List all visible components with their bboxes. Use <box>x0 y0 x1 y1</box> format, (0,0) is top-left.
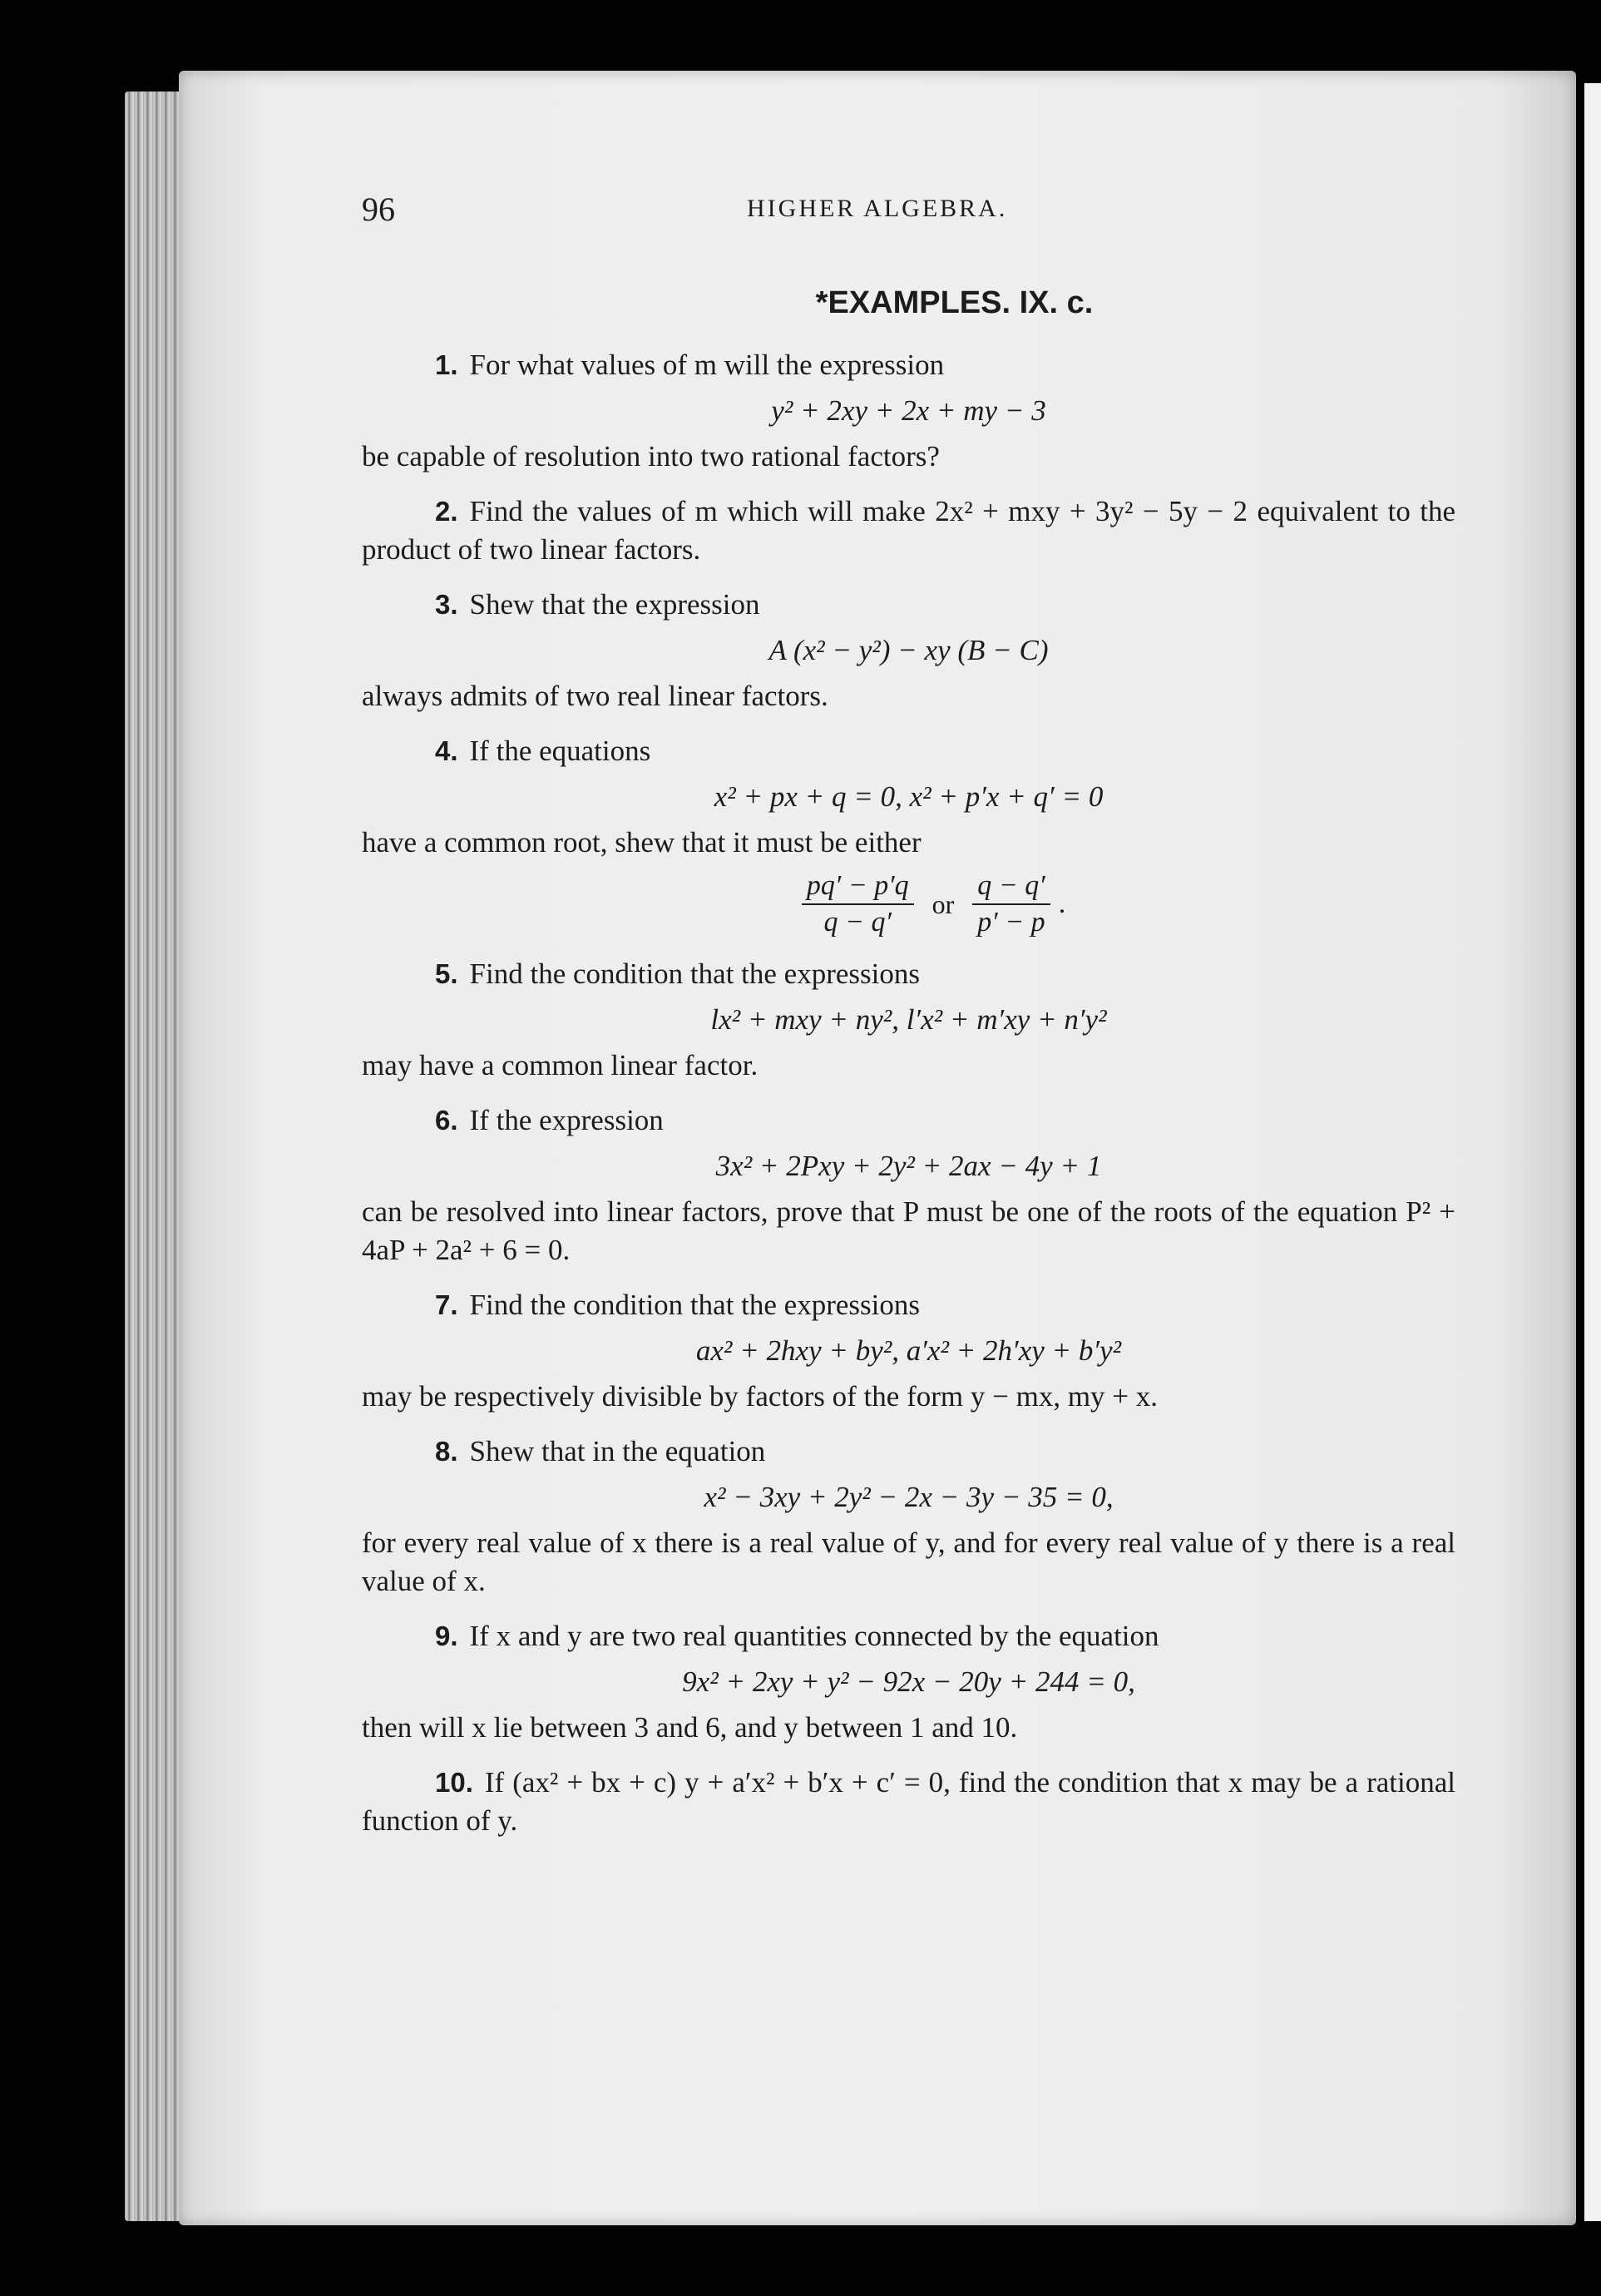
problem-number: 9. <box>435 1621 458 1651</box>
problem-3 <box>362 586 1455 715</box>
problem-8 <box>362 1433 1455 1601</box>
equation: ax² + 2hxy + by², a′x² + 2h′xy + b′y² <box>695 1334 1122 1367</box>
problem-2 <box>362 492 1455 569</box>
problem-number: 1. <box>435 349 458 380</box>
problem-7 <box>362 1286 1455 1416</box>
running-title: HIGHER ALGEBRA. <box>747 195 1008 222</box>
equation: x² − 3xy + 2y² − 2x − 3y − 35 = 0, <box>704 1481 1114 1513</box>
problem-continuation: always admits of two real linear factors. <box>362 680 828 712</box>
problem-continuation: be capable of resolution into two rational factors? <box>362 440 940 473</box>
problem-number: 2. <box>435 496 458 527</box>
or-word: or <box>931 888 955 919</box>
equation: lx² + mxy + ny², l′x² + m′xy + n′y² <box>710 1003 1107 1036</box>
problem-number: 3. <box>435 589 458 620</box>
page-content <box>362 190 1455 1857</box>
problem-text: Find the values of m which will make 2x² + mxy + 3y² − 5y − 2 equivalent to the product of two linear factors. <box>362 495 1455 566</box>
fraction-numerator: pq′ − p′q <box>802 870 914 905</box>
fraction-numerator: q − q′ <box>972 870 1050 905</box>
equation: x² + px + q = 0, x² + p′x + q′ = 0 <box>714 780 1104 813</box>
problem-text: Shew that the expression <box>469 588 760 621</box>
equation: 9x² + 2xy + y² − 92x − 20y + 244 = 0, <box>682 1665 1135 1698</box>
fraction-2 <box>972 870 1050 938</box>
problem-continuation: for every real value of x there is a real value of y, and for every real value of y there is a real value of x. <box>362 1527 1455 1597</box>
equation: A (x² − y²) − xy (B − C) <box>768 634 1049 666</box>
problem-text: If the equations <box>469 735 651 767</box>
problem-10 <box>362 1764 1455 1840</box>
problem-6 <box>362 1101 1455 1269</box>
problem-4 <box>362 732 1455 938</box>
problem-number: 7. <box>435 1289 458 1320</box>
equation: 3x² + 2Pxy + 2y² + 2ax − 4y + 1 <box>715 1150 1102 1182</box>
section-title: *EXAMPLES. IX. c. <box>815 285 1094 320</box>
fraction-1 <box>802 870 914 938</box>
next-page-edge <box>1584 83 1601 2221</box>
problem-continuation: may have a common linear factor. <box>362 1049 758 1081</box>
problem-continuation: can be resolved into linear factors, prove that P must be one of the roots of the equation P² + 4aP + 2a² + 6 = 0. <box>362 1195 1455 1266</box>
problem-number: 6. <box>435 1105 458 1136</box>
period: . <box>1058 888 1066 919</box>
page-number: 96 <box>362 191 395 228</box>
problem-continuation: then will x lie between 3 and 6, and y between 1 and 10. <box>362 1711 1018 1744</box>
problem-9 <box>362 1617 1455 1747</box>
problem-text: Find the condition that the expressions <box>469 1289 920 1321</box>
problem-number: 8. <box>435 1436 458 1467</box>
problem-continuation: have a common root, shew that it must be either <box>362 826 922 859</box>
problem-continuation: may be respectively divisible by factors of the form y − mx, my + x. <box>362 1380 1159 1413</box>
problem-text: If the expression <box>469 1104 664 1136</box>
equation: y² + 2xy + 2x + my − 3 <box>771 394 1046 427</box>
problem-number: 5. <box>435 958 458 989</box>
problem-text: If (ax² + bx + c) y + a′x² + b′x + c′ = 0, find the condition that x may be a rational function of y. <box>362 1766 1455 1837</box>
problem-number: 10. <box>435 1767 473 1798</box>
problem-5 <box>362 955 1455 1085</box>
fraction-denominator: p′ − p <box>977 907 1045 938</box>
problem-number: 4. <box>435 735 458 766</box>
problem-text: Shew that in the equation <box>469 1435 766 1467</box>
problem-text: If x and y are two real quantities connected by the equation <box>469 1620 1159 1652</box>
problem-text: For what values of m will the expression <box>469 349 945 381</box>
problem-text: Find the condition that the expressions <box>469 957 920 990</box>
running-head <box>362 190 1455 240</box>
problem-1 <box>362 346 1455 476</box>
fraction-denominator: q − q′ <box>823 907 892 938</box>
fraction-alternatives <box>362 870 1455 938</box>
